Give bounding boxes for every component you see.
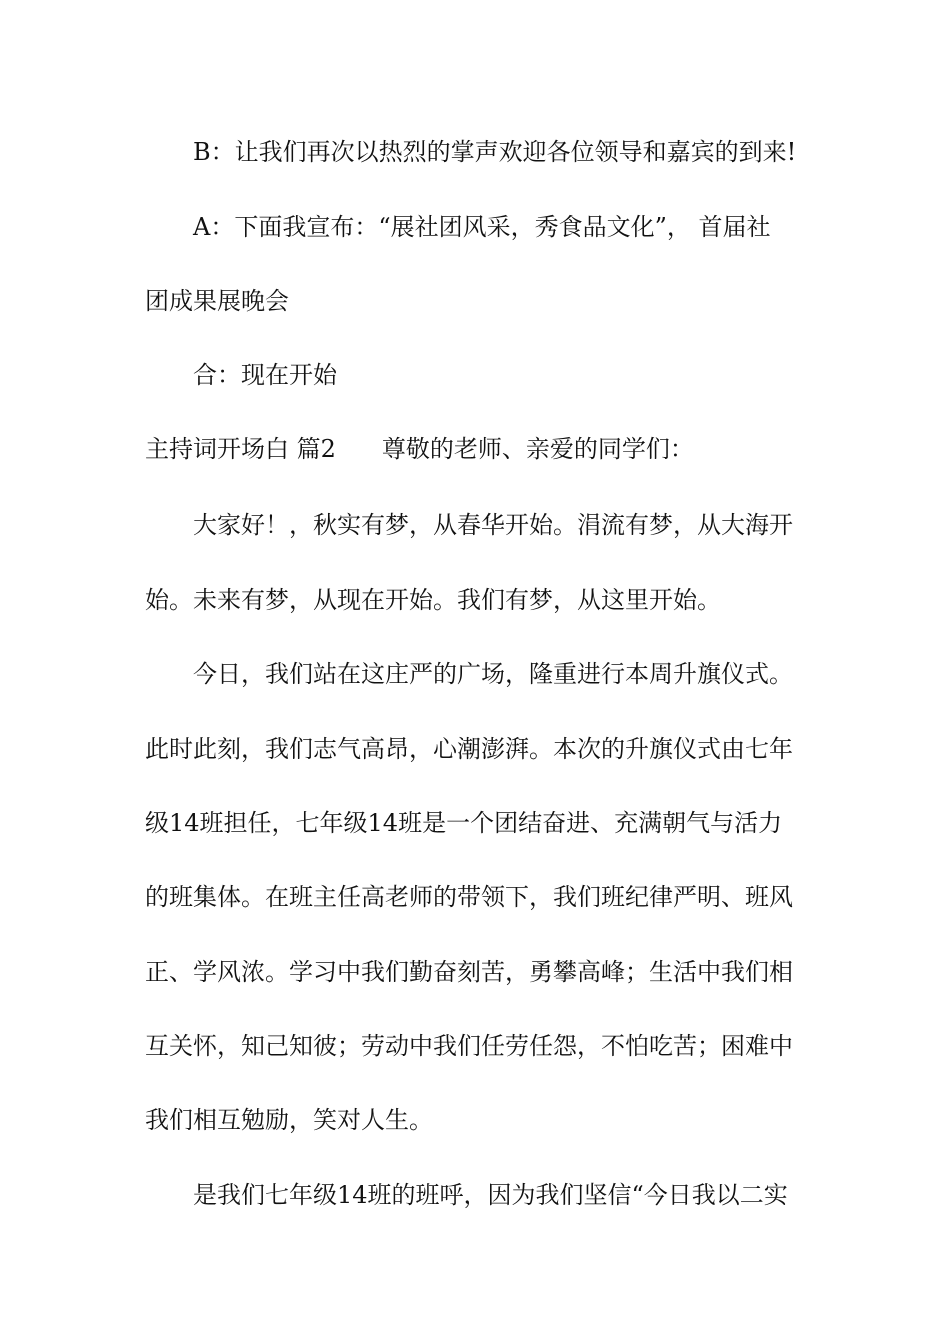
paragraph-line: 合：现在开始 — [193, 361, 337, 389]
paragraph-line: 互关怀，知己知彼；劳动中我们任劳任怨，不怕吃苦；困难中 — [145, 1032, 793, 1060]
paragraph-line: 始。未来有梦，从现在开始。我们有梦，从这里开始。 — [145, 586, 721, 614]
paragraph-line: 此时此刻，我们志气高昂，心潮澎湃。本次的升旗仪式由七年 — [145, 735, 793, 763]
paragraph-line: 大家好！，秋实有梦，从春华开始。涓流有梦，从大海开 — [193, 511, 793, 539]
paragraph-line: A：下面我宣布：“展社团风采，秀食品文化”， 首届社 — [193, 213, 771, 241]
section-heading-line — [145, 433, 694, 465]
paragraph-line: 团成果展晚会 — [145, 287, 289, 315]
paragraph-line: 今日，我们站在这庄严的广场，隆重进行本周升旗仪式。 — [193, 660, 793, 688]
paragraph-line: 级14班担任，七年级14班是一个团结奋进、充满朝气与活力 — [145, 809, 783, 837]
paragraph-line: 的班集体。在班主任高老师的带领下，我们班纪律严明、班风 — [145, 883, 793, 911]
paragraph-line: 我们相互勉励，笑对人生。 — [145, 1106, 433, 1134]
section-heading: 主持词开场白 篇2 — [145, 435, 336, 463]
paragraph-line: B：让我们再次以热烈的掌声欢迎各位领导和嘉宾的到来! — [193, 138, 797, 166]
salutation: 尊敬的老师、亲爱的同学们： — [381, 435, 694, 463]
paragraph-line: 是我们七年级14班的班呼，因为我们坚信“今日我以二实 — [193, 1181, 788, 1209]
paragraph-line: 正、学风浓。学习中我们勤奋刻苦，勇攀高峰；生活中我们相 — [145, 958, 793, 986]
